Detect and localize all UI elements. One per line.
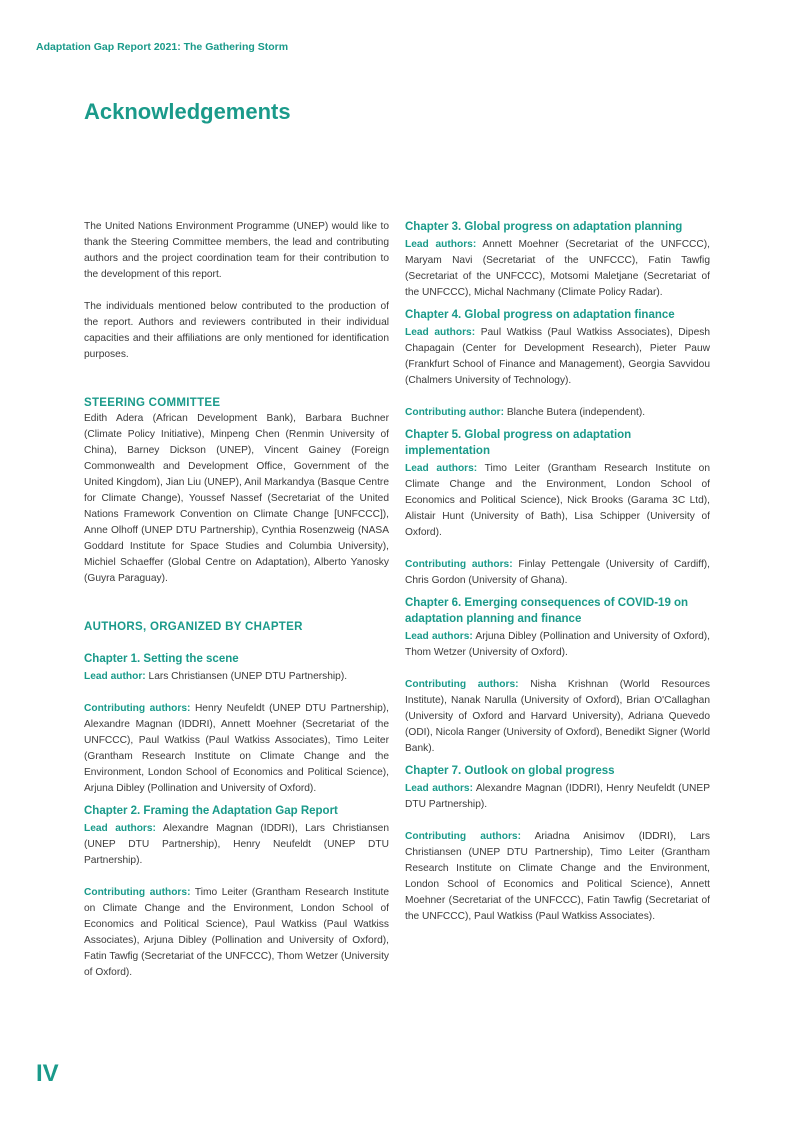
contributing-author-names: Blanche Butera (independent). — [504, 407, 646, 418]
chapter-7-title: Chapter 7. Outlook on global progress — [405, 765, 615, 777]
right-column — [405, 219, 710, 925]
chapter-7-lead-authors — [405, 781, 710, 813]
contributing-authors-label: Contributing authors: — [405, 559, 513, 570]
lead-authors-label: Lead authors: — [405, 631, 473, 642]
contributing-authors-label: Contributing authors: — [84, 703, 191, 714]
contributing-authors-label: Contributing authors: — [405, 831, 521, 842]
contributing-author-names: Nisha Krishnan (World Resources Institute), Nanak Narulla (University of Oxford), Brian O'Callaghan (University of Oxford and Harvard University), Adriana Quevedo (ODI), Nicola Ranger (University of Oxford), Benedikt Signer (World Bank). — [405, 679, 710, 754]
chapter-4-contributing-author — [405, 405, 710, 421]
lead-authors-label: Lead authors: — [405, 783, 473, 794]
running-head: Adaptation Gap Report 2021: The Gathering Storm — [36, 41, 289, 53]
lead-author-names: Lars Christiansen (UNEP DTU Partnership). — [145, 671, 348, 682]
contributing-authors-label: Contributing authors: — [84, 887, 191, 898]
chapter-6-contributing-authors — [405, 677, 710, 757]
lead-author-names: Paul Watkiss (Paul Watkiss Associates), Dipesh Chapagain (Center for Development Research), Pieter Pauw (Frankfurt School of Finance and Management), Georgia Savvidou (Chalmers University of Technology). — [405, 327, 711, 386]
lead-authors-label: Lead authors: — [405, 239, 477, 250]
chapter-7-contributing-authors — [405, 829, 710, 925]
lead-author-names: Arjuna Dibley (Pollination and University of Oxford), Thom Wetzer (University of Oxford). — [405, 631, 710, 658]
lead-author-names: Alexandre Magnan (IDDRI), Lars Christiansen (UNEP DTU Partnership), Henry Neufeldt (UNEP DTU Partnership). — [84, 823, 389, 866]
chapter-2-title: Chapter 2. Framing the Adaptation Gap Report — [84, 805, 338, 817]
lead-authors-label: Lead authors: — [405, 327, 476, 338]
chapter-6-lead-authors — [405, 629, 710, 661]
chapter-2-lead-authors — [84, 821, 389, 869]
intro-paragraph-1: The United Nations Environment Programme (UNEP) would like to thank the Steering Committee members, the lead and contributing authors and the project coordination team for their contribution to the development of this report. — [84, 221, 389, 280]
chapter-3-title: Chapter 3. Global progress on adaptation planning — [405, 221, 683, 233]
page-number: IV — [36, 1060, 59, 1087]
chapter-2-contributing-authors — [84, 885, 389, 981]
contributing-author-names: Henry Neufeldt (UNEP DTU Partnership), Alexandre Magnan (IDDRI), Annett Moehner (Secretariat of the UNFCCC), Paul Watkiss (Paul Watkiss Associates), Timo Leiter (Grantham Research Institute on Climate Change and the Environment, London School of Economics and Political Science), Arjuna Dibley (Pollination and University of Oxford). — [84, 703, 390, 794]
contributing-authors-label: Contributing authors: — [405, 679, 519, 690]
chapter-1-title: Chapter 1. Setting the scene — [84, 653, 239, 665]
contributing-author-names: Ariadna Anisimov (IDDRI), Lars Christiansen (UNEP DTU Partnership), Timo Leiter (Grantham Research Institute on Climate Change and the Environment, London School of Economics and Political Science), Annett Moehner (Secretariat of the UNFCCC), Fatin Tawfig (Secretariat of the UNFCCC), Paul Watkiss (Paul Watkiss Associates). — [405, 831, 711, 922]
lead-author-names: Timo Leiter (Grantham Research Institute on Climate Change and the Environment, London School of Economics and Political Science), Nick Brooks (Garama 3C Ltd), Alistair Hunt (University of Bath), Lisa Schipper (University of Oxford). — [405, 463, 710, 538]
page-title: Acknowledgements — [84, 99, 291, 124]
steering-committee-members: Edith Adera (African Development Bank), Barbara Buchner (Climate Policy Initiative), Minpeng Chen (Renmin University of China), Barney Dickson (UNEP), Vincent Gainey (Foreign Commonwealth and Development Office, Government of the United Kingdom), Jian Liu (UNEP), Anil Markandya (Basque Centre for Climate Change), Youssef Nassef (Secretariat of the United Nations Framework Convention on Climate Change [UNFCCC]), Anne Olhoff (UNEP DTU Partnership), Cynthia Rosenzweig (NASA Goddard Institute for Space Studies and Columbia University), Michiel Schaeffer (Global Centre on Adaptation), Alberto Yanosky (Guyra Paraguay). — [84, 413, 389, 584]
chapter-5-title: Chapter 5. Global progress on adaptation implementation — [405, 429, 632, 457]
lead-author-names: Annett Moehner (Secretariat of the UNFCCC), Maryam Navi (Secretariat of the UNFCCC), Fatin Tawfig (Secretariat of the UNFCCC), Motsomi Maletjane (Secretariat of the UNFCCC), Michal Nachmany (Climate Policy Radar). — [405, 239, 710, 298]
chapter-5-lead-authors — [405, 461, 710, 541]
lead-author-label: Lead author: — [84, 671, 146, 682]
chapter-1-contributing-authors — [84, 701, 389, 797]
authors-heading: AUTHORS, ORGANIZED BY CHAPTER — [84, 621, 303, 633]
contributing-author-names: Timo Leiter (Grantham Research Institute on Climate Change and the Environment, London School of Economics and Political Science), Paul Watkiss (Paul Watkiss Associates), Arjuna Dibley (Pollination and University of Oxford), Fatin Tawfig (Secretariat of the UNFCCC), Thom Wetzer (University of Oxford). — [84, 887, 389, 978]
lead-authors-label: Lead authors: — [405, 463, 478, 474]
intro-paragraph-2: The individuals mentioned below contributed to the production of the report. Authors and reviewers contributed in their individual capacities and their affiliations are only mentioned for identification purposes. — [84, 301, 389, 360]
lead-author-names: Alexandre Magnan (IDDRI), Henry Neufeldt (UNEP DTU Partnership). — [405, 783, 710, 810]
left-column — [84, 219, 389, 981]
chapter-4-lead-authors — [405, 325, 710, 389]
chapter-3-lead-authors — [405, 237, 710, 301]
chapter-4-title: Chapter 4. Global progress on adaptation finance — [405, 309, 675, 321]
chapter-1-lead-authors — [84, 669, 389, 685]
chapter-6-title: Chapter 6. Emerging consequences of COVID-19 on adaptation planning and finance — [405, 597, 689, 625]
contributing-author-label: Contributing author: — [405, 407, 505, 418]
lead-authors-label: Lead authors: — [84, 823, 156, 834]
steering-committee-heading: STEERING COMMITTEE — [84, 397, 221, 409]
chapter-5-contributing-authors — [405, 557, 710, 589]
contributing-author-names: Finlay Pettengale (University of Cardiff), Chris Gordon (University of Ghana). — [405, 559, 710, 586]
